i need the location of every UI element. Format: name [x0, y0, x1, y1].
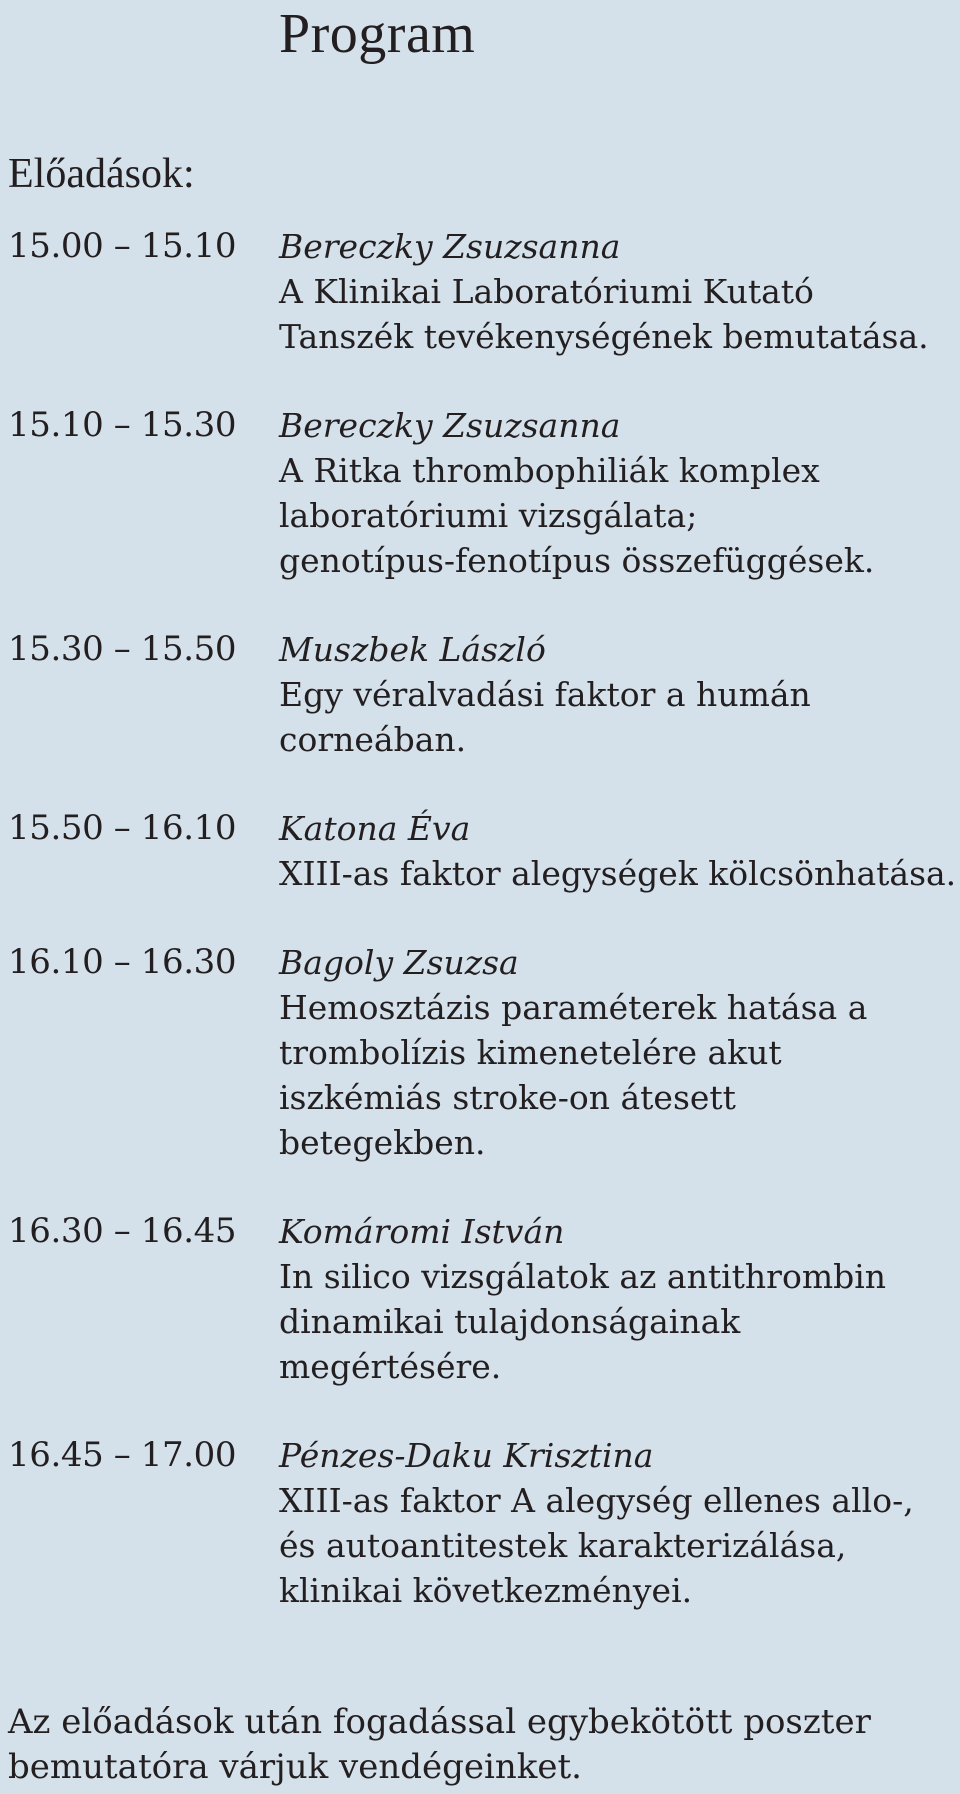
talk-title: In silico vizsgálatok az antithrombin dinamikai tulajdonságainak megértésére. [279, 1257, 887, 1386]
talk-item [0, 403, 960, 583]
talk-item [0, 627, 960, 762]
talk-item [0, 940, 960, 1165]
talk-time: 16.10 – 16.30 [8, 942, 237, 982]
talk-speaker: Bereczky Zsuzsanna [279, 406, 621, 445]
talk-item [0, 224, 960, 359]
closing-note: Az előadások után fogadással egybekötött poszter bemutatóra várjuk vendégeinket. [8, 1702, 871, 1787]
talk-details [279, 806, 960, 896]
talk-time: 15.00 – 15.10 [8, 226, 237, 266]
talk-title: A Ritka thrombophiliák komplex laboratóriumi vizsgálata; genotípus-fenotípus összefüggések. [279, 451, 875, 580]
talk-title: XIII-as faktor alegységek kölcsönhatása. [279, 854, 957, 893]
talk-details [279, 224, 960, 359]
talk-time: 16.30 – 16.45 [8, 1211, 237, 1251]
talk-list [0, 224, 960, 1657]
talk-details [279, 1209, 960, 1389]
talk-time: 16.45 – 17.00 [8, 1435, 237, 1475]
talk-details [279, 627, 960, 762]
talk-title: Egy véralvadási faktor a humán corneában. [279, 675, 811, 759]
talk-item [0, 806, 960, 896]
talk-title: XIII-as faktor A alegység ellenes allo-, és autoantitestek karakterizálása, klinikai következményei. [279, 1481, 914, 1610]
page-title: Program [279, 3, 476, 65]
talk-time: 15.30 – 15.50 [8, 629, 237, 669]
talk-details [279, 403, 960, 583]
talk-title: A Klinikai Laboratóriumi Kutató Tanszék tevékenységének bemutatása. [279, 272, 929, 356]
talk-speaker: Pénzes-Daku Krisztina [279, 1436, 654, 1475]
talk-details [279, 940, 960, 1165]
talk-time: 15.50 – 16.10 [8, 808, 237, 848]
talk-speaker: Muszbek László [279, 630, 546, 669]
talk-speaker: Bagoly Zsuzsa [279, 943, 519, 982]
talk-time: 15.10 – 15.30 [8, 405, 237, 445]
talk-details [279, 1433, 960, 1613]
talk-speaker: Bereczky Zsuzsanna [279, 227, 621, 266]
talk-speaker: Katona Éva [279, 809, 471, 848]
talk-item [0, 1433, 960, 1613]
talk-speaker: Komáromi István [279, 1212, 565, 1251]
section-heading: Előadások: [8, 151, 195, 197]
talk-item [0, 1209, 960, 1389]
talk-title: Hemosztázis paraméterek hatása a trombolízis kimenetelére akut iszkémiás stroke-on átesett betegekben. [279, 988, 868, 1162]
